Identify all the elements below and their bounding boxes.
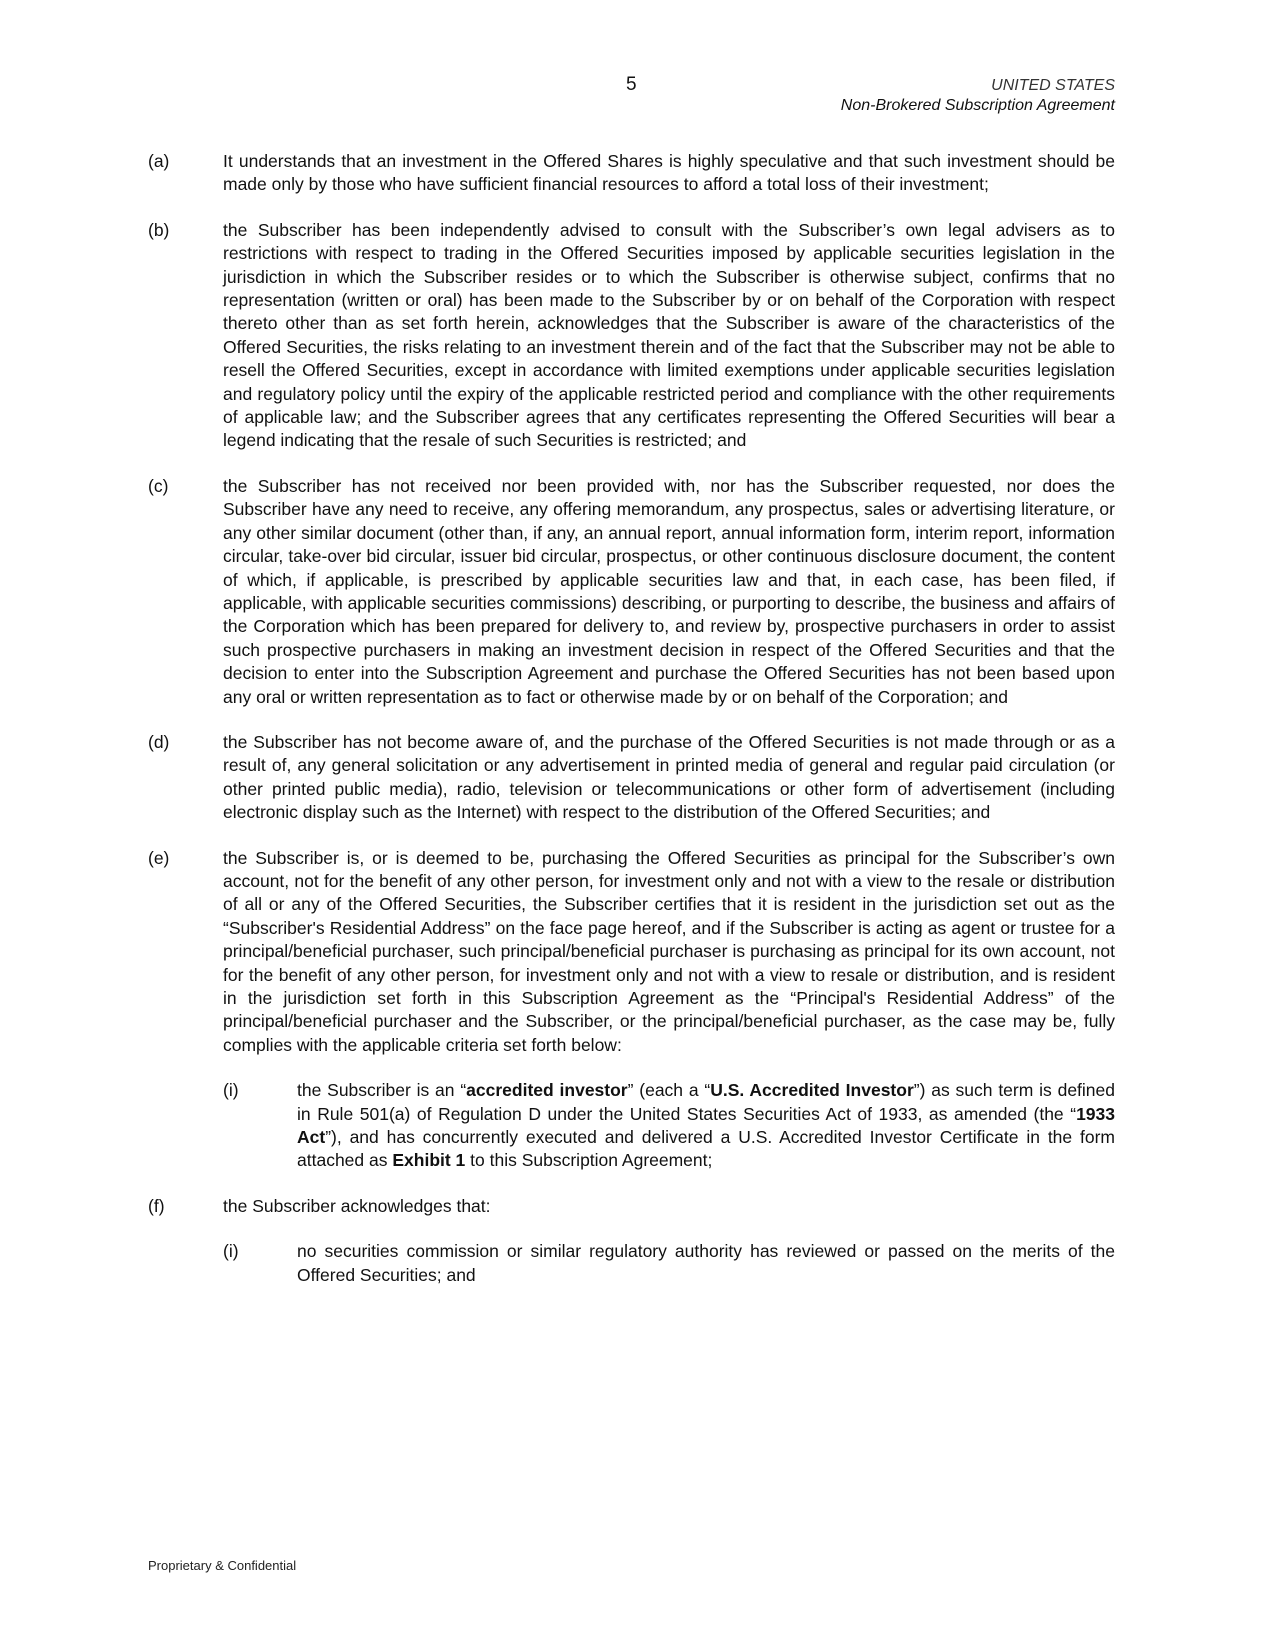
text-run: ” (each a “ <box>627 1080 711 1101</box>
header-document-title: Non-Brokered Subscription Agreement <box>840 97 1115 114</box>
clause-label: (d) <box>148 731 170 752</box>
defined-term: 1933 Act <box>297 1103 1115 1148</box>
defined-term: accredited investor <box>466 1080 628 1101</box>
clause-f <box>148 1195 1115 1218</box>
running-header <box>841 76 1115 116</box>
clause-label: (a) <box>148 151 170 171</box>
subclause-text: no securities commission or similar regulatory authority has reviewed or passed on the merits of the Offered Securities; and <box>297 1241 1115 1285</box>
text-run: to this Subscription Agreement; <box>465 1150 713 1171</box>
clause-d <box>148 731 1115 825</box>
clause-e-subclause-i <box>223 1079 1115 1173</box>
defined-term: Exhibit 1 <box>392 1150 466 1171</box>
subclause-label: (i) <box>223 1080 239 1101</box>
text-run: ”) as such term is defined in Rule 501(a) of Regulation D under the United States Securities Act of 1933, as amended (the “ <box>297 1080 1115 1124</box>
clause-e <box>148 847 1115 1058</box>
header-country: UNITED STATES <box>991 77 1115 94</box>
clause-text: It understands that an investment in the Offered Shares is highly speculative and that such investment should be made only by those who have sufficient financial resources to afford a total loss of their investment; <box>223 151 1115 195</box>
clause-text: the Subscriber has not become aware of, and the purchase of the Offered Securities is not made through or as a result of, any general solicitation or any advertisement in printed media of general and regular paid circulation (or other printed public media), radio, television or telecommunications or other form of advertisement (including electronic display such as the Internet) with respect to the distribution of the Offered Securities; and <box>223 731 1115 823</box>
clause-text: the Subscriber acknowledges that: <box>223 1195 491 1216</box>
clause-text: the Subscriber is, or is deemed to be, purchasing the Offered Securities as principal for the Subscriber’s own account, not for the benefit of any other person, for investment only and not with a view to the resale or distribution of all or any of the Offered Securities, the Subscriber certifies that it is resident in the jurisdiction set out as the “Subscriber's Residential Address” on the face page hereof, and if the Subscriber is acting as agent or trustee for a principal/beneficial purchaser, such principal/beneficial purchaser is purchasing as principal for its own account, not for the benefit of any other person, for investment only and not with a view to resale or distribution, and is resident in the jurisdiction set forth in this Subscription Agreement as the “Principal's Residential Address” of the principal/beneficial purchaser and the Subscriber, or the principal/beneficial purchaser, as the case may be, fully complies with the applicable criteria set forth below: <box>223 847 1115 1055</box>
clause-c <box>148 475 1115 709</box>
clause-b <box>148 219 1115 453</box>
text-run: the Subscriber is an “ <box>297 1080 467 1101</box>
clause-text: the Subscriber has been independently advised to consult with the Subscriber’s own legal advisers as to restrictions with respect to trading in the Offered Securities imposed by applicable securities legislation in the jurisdiction in which the Subscriber resides or to which the Subscriber is otherwise subject, confirms that no representation (written or oral) has been made to the Subscriber by or on behalf of the Corporation with respect thereto other than as set forth herein, acknowledges that the Subscriber is aware of the characteristics of the Offered Securities, the risks relating to an investment therein and of the fact that the Subscriber may not be able to resell the Offered Securities, except in accordance with limited exemptions under applicable securities legislation and regulatory policy until the expiry of the applicable restricted period and compliance with the other requirements of applicable law; and the Subscriber agrees that any certificates representing the Offered Securities will bear a legend indicating that the resale of such Securities is restricted; and <box>223 219 1115 451</box>
defined-term: U.S. Accredited Investor <box>710 1080 914 1101</box>
page-number: 5 <box>626 74 637 95</box>
clause-text: the Subscriber has not received nor been provided with, nor has the Subscriber requested, nor does the Subscriber have any need to receive, any offering memorandum, any prospectus, sales or advertising literature, or any other similar document (other than, if any, an annual report, annual information form, interim report, information circular, take-over bid circular, issuer bid circular, prospectus, or other continuous disclosure document, the content of which, if applicable, is prescribed by applicable securities law and that, in each case, has been filed, if applicable, with applicable securities commissions) describing, or purporting to describe, the business and affairs of the Corporation which has been prepared for delivery to, and review by, prospective purchasers in order to assist such prospective purchasers in making an investment decision in respect of the Offered Securities and that the decision to enter into the Subscription Agreement and purchase the Offered Securities has not been based upon any oral or written representation as to fact or otherwise made by or on behalf of the Corporation; and <box>223 475 1115 707</box>
clause-label: (c) <box>148 475 169 496</box>
clause-label: (b) <box>148 219 170 240</box>
clause-f-subclause-i <box>223 1240 1115 1287</box>
document-body <box>148 150 1115 1309</box>
subclause-text <box>297 1079 1115 1173</box>
text-run: ”), and has concurrently executed and delivered a U.S. Accredited Investor Certificate in the form attached as <box>297 1127 1115 1171</box>
clause-label: (f) <box>148 1195 165 1216</box>
subclause-label: (i) <box>223 1241 239 1262</box>
footer-confidential: Proprietary & Confidential <box>148 1558 297 1573</box>
clause-a <box>148 150 1115 197</box>
clause-label: (e) <box>148 847 170 868</box>
